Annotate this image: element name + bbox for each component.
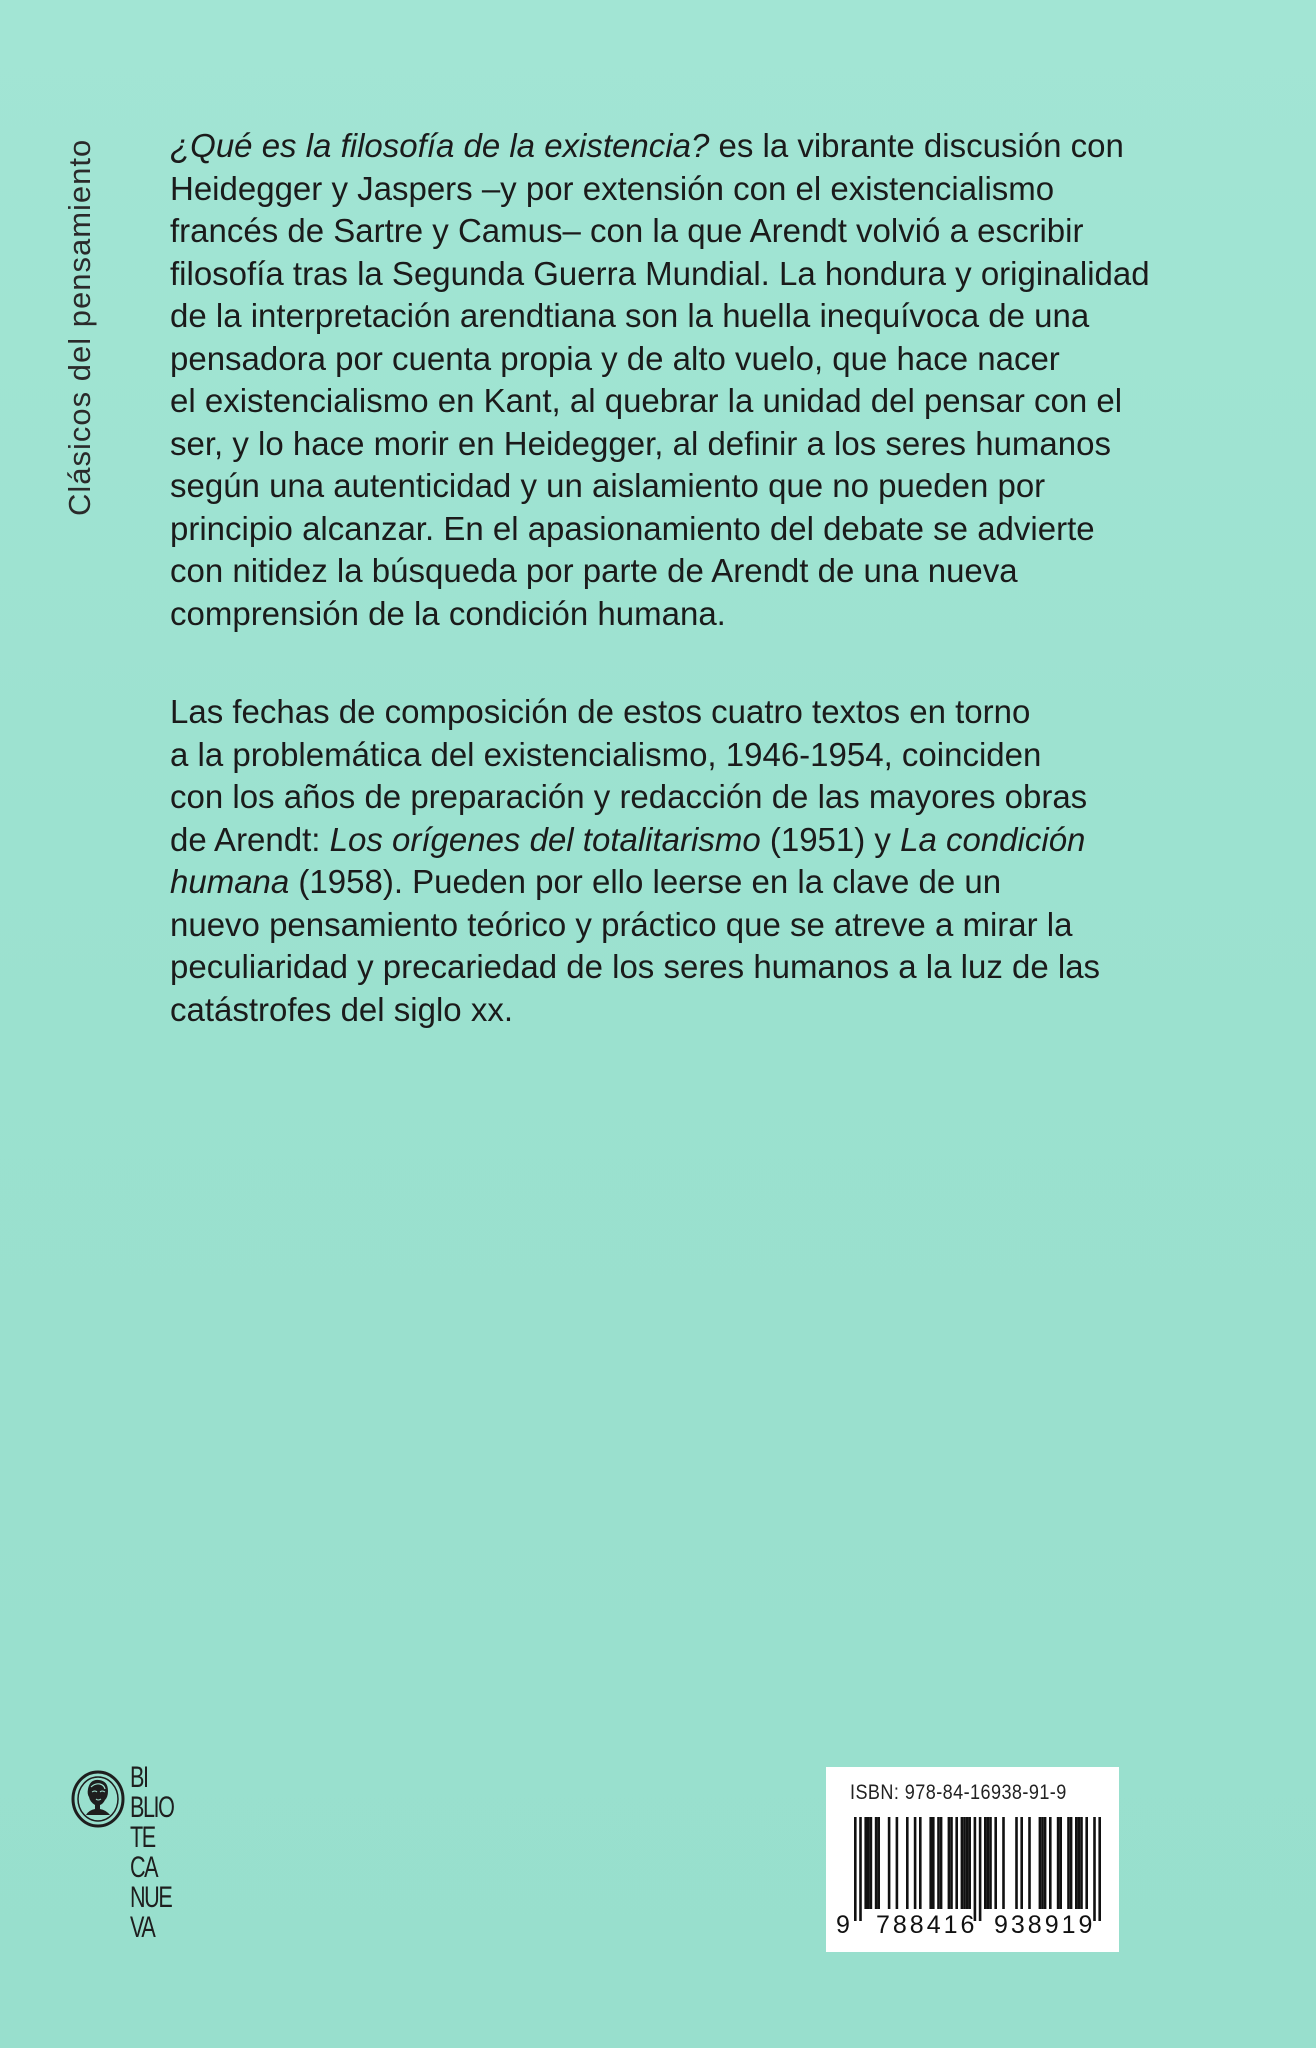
blurb-line: de la interpretación arendtiana son la huella inequívoca de una [170,297,1090,334]
blurb-line: Las fechas de composición de estos cuatro textos en torno [170,693,1031,730]
barcode-digits-right: 938919 [994,1911,1096,1939]
barcode-bar [932,1817,935,1909]
barcode-bar [1075,1817,1078,1909]
barcode-bar [867,1817,870,1909]
series-label-text: Clásicos del pensamiento [62,138,97,516]
barcode-bar [1002,1817,1005,1909]
barcode-bar [1044,1817,1047,1909]
barcode-bar [1041,1817,1044,1909]
barcode-bar [968,1817,971,1909]
barcode-bar [1080,1817,1083,1909]
barcode-bar [937,1817,940,1909]
barcode-bar [963,1817,966,1909]
barcode-bar [1057,1817,1060,1909]
isbn-label: ISBN: 978-84-16938-91-9 [850,1781,1067,1804]
barcode-bar [987,1817,990,1909]
barcode-bar [870,1817,873,1909]
barcode-bar [929,1817,932,1909]
barcode-bar [961,1817,964,1909]
barcode-bar [877,1817,880,1909]
barcode-bar [940,1817,943,1909]
barcode-bar [864,1817,867,1909]
barcode-bar [854,1817,857,1921]
barcode-bar [1049,1817,1052,1909]
barcode-bar [1020,1817,1023,1909]
barcode-bar [979,1817,982,1921]
blurb-line: ser, y lo hace morir en Heidegger, al definir a los seres humanos [170,424,1111,462]
blurb-line: francés de Sartre y Camus– con la que Arendt volvió a escribir [170,212,1084,249]
barcode-bar [966,1817,969,1909]
publisher-wordmark: BI BLIO TE CA NUE VA [130,1761,174,1944]
barcode-bar [994,1817,997,1909]
barcode-bar [989,1817,992,1909]
barcode-bar [948,1817,951,1909]
blurb-paragraph-2 [170,691,1230,1031]
barcode-bar [974,1817,977,1921]
blurb-line: con nitidez la búsqueda por parte de Arendt de una nueva [170,552,1018,589]
barcode-bar [1078,1817,1081,1909]
barcode-bar [919,1817,922,1909]
barcode-bar [1015,1817,1018,1909]
blurb-line: con los años de preparación y redacción de las mayores obras [170,778,1088,815]
blurb-line: filosofía tras la Segunda Guerra Mundial. La hondura y originalidad [170,254,1150,292]
publisher-logo [70,1763,220,1953]
barcode-bar [950,1817,953,1909]
paragraph-gap [170,635,1230,691]
blurb-line: principio alcanzar. En el apasionamiento del debate se advierte [170,509,1095,547]
blurb [170,125,1230,1031]
blurb-line: el existencialismo en Kant, al quebrar la unidad del pensar con el [170,382,1123,419]
barcode-bar [914,1817,917,1909]
barcode-bar [984,1817,987,1909]
barcode-bar [1085,1817,1088,1909]
barcode-bar [1039,1817,1042,1909]
barcode-bar [875,1817,878,1909]
barcode-bar [906,1817,909,1909]
barcode-bar [888,1817,891,1909]
barcode-digit-first: 9 [836,1911,850,1939]
blurb-line: nuevo pensamiento teórico y práctico que se atreve a mirar la [170,905,1073,943]
isbn-barcode [826,1767,1119,1952]
barcode-bar [1093,1817,1096,1921]
blurb-line: de Arendt: Los orígenes del totalitarismo (1951) y La condición [170,820,1086,858]
blurb-line: peculiaridad y precariedad de los seres humanos a la luz de las [170,948,1101,985]
barcode-bar [1059,1817,1062,1909]
barcode-bar [896,1817,899,1909]
blurb-line: según una autenticidad y un aislamiento que no pueden por [170,467,1046,504]
blurb-line: a la problemática del existencialismo, 1946-1954, coinciden [170,735,1042,773]
blurb-paragraph-1 [170,125,1230,635]
blurb-line: catástrofes del siglo xx. [170,990,513,1028]
blurb-line: comprensión de la condición humana. [170,594,726,632]
blurb-line: Heidegger y Jaspers –y por extensión con el existencialismo [170,169,1055,207]
bust-medallion-icon [70,1769,126,1829]
barcode-bar [955,1817,958,1909]
blurb-line: ¿Qué es la filosofía de la existencia? es la vibrante discusión con [170,127,1124,164]
barcode-bar [1070,1817,1073,1909]
barcode-bar [859,1817,862,1921]
barcode-digits-left: 788416 [876,1911,978,1939]
barcode-bar [1067,1817,1070,1909]
barcode-bar [1028,1817,1031,1909]
barcode-bar [1098,1817,1101,1921]
blurb-line: humana (1958). Pueden por ello leerse en la clave de un [170,863,1002,900]
blurb-line: pensadora por cuenta propia y de alto vuelo, que hace nacer [170,339,1060,377]
